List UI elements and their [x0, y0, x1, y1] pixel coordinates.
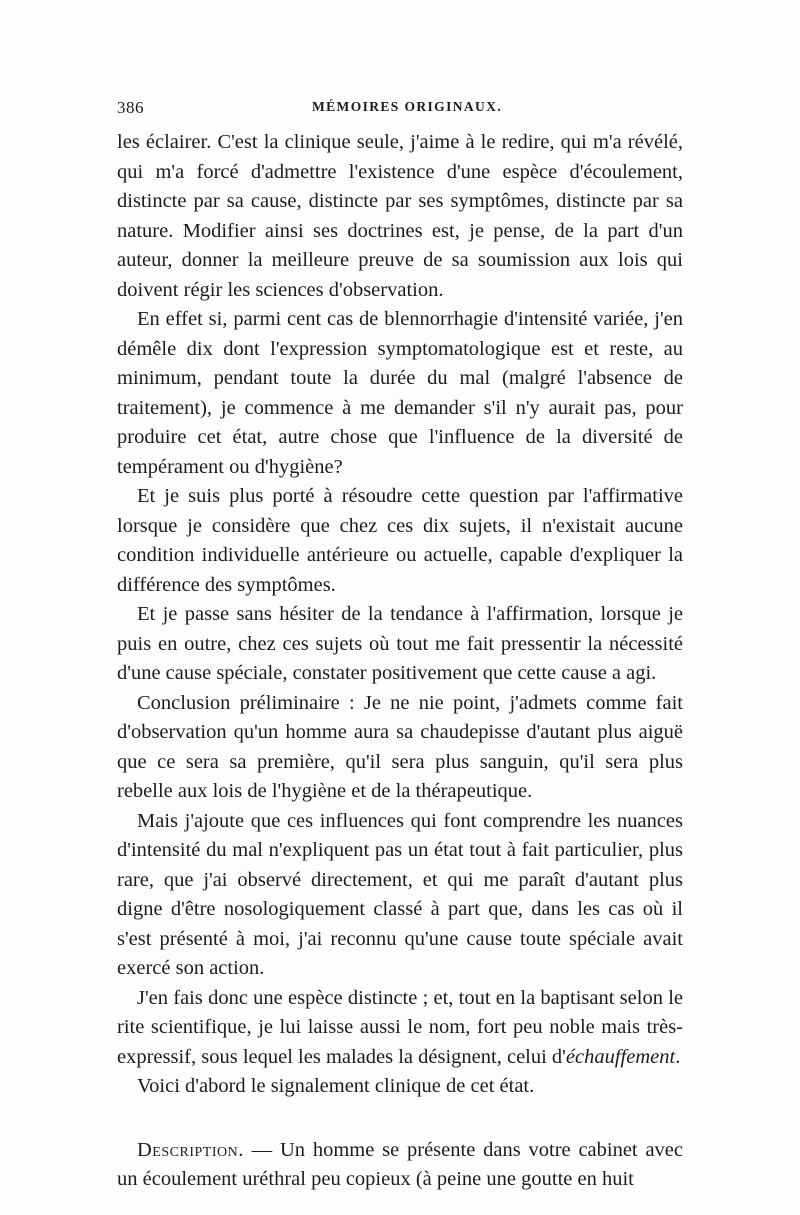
term-end: . [675, 1045, 681, 1068]
description-text: — Un homme se présente dans votre cabinet avec un écoulement uréthral peu copieux (à peine une goutte en huit [117, 1138, 683, 1190]
paragraph-2: En effet si, parmi cent cas de blennorrhagie d'intensité variée, j'en démêle dix dont l'expression symptomatologique est et reste, au minimum, pendant toute la durée du mal (malgré l'absence de traitement), je commence à me demander s'il n'y aurait pas, pour produire cet état, autre chose que l'influence de la diversité de tempérament ou d'hygiène? [117, 308, 683, 478]
paragraph-5: Conclusion préliminaire : Je ne nie point, j'admets comme fait d'observation qu'un homme aura sa chaudepisse d'autant plus aiguë que ce sera sa première, qu'il sera plus sanguin, qu'il sera plus rebelle aux lois de l'hygiène et de la thérapeutique. [117, 691, 683, 802]
running-head [117, 98, 682, 124]
italic-term: échauffement [565, 1045, 676, 1068]
page-number: 386 [117, 98, 144, 117]
paragraph-8: Voici d'abord le signalement clinique de cet état. [137, 1075, 535, 1097]
body-text [117, 128, 683, 1195]
paragraph-7-text: J'en fais donc une espèce distincte ; et, tout en la baptisant selon le rite scientifique, je lui laisse aussi le nom, fort peu noble mais très-expressif, sous lequel les malades la désignent, celui d' [117, 986, 683, 1068]
paragraph-7 [117, 984, 683, 1073]
paragraph-3: Et je suis plus porté à résoudre cette question par l'affirmative lorsque je considère que chez ces dix sujets, il n'existait aucune condition individuelle antérieure ou actuelle, capable d'expliquer la différence des symptômes. [117, 485, 683, 596]
running-title: MÉMOIRES ORIGINAUX. [312, 99, 503, 114]
description-label: Description. [137, 1138, 244, 1161]
paragraph-4: Et je passe sans hésiter de la tendance à l'affirmation, lorsque je puis en outre, chez ces sujets où tout me fait pressentir la nécessité d'une cause spéciale, constater positivement que cette cause a agi. [117, 603, 683, 684]
paragraph-6: Mais j'ajoute que ces influences qui font comprendre les nuances d'intensité du mal n'expliquent pas un état tout à fait particulier, plus rare, que j'ai observé directement, et qui me paraît d'autant plus digne d'être nosologiquement classé à part que, dans les cas où il s'est présenté à moi, j'ai reconnu qu'une cause toute spéciale avait exercé son action. [117, 809, 683, 979]
paragraph-1: les éclairer. C'est la clinique seule, j'aime à le redire, qui m'a révélé, qui m'a forcé d'admettre l'existence d'une espèce d'écoulement, distincte par sa cause, distincte par ses symptômes, distincte par sa nature. Modifier ainsi ses doctrines est, je pense, de la part d'un auteur, donner la meilleure preuve de sa soumission aux lois qui doivent régir les sciences d'observation. [117, 131, 683, 301]
description-paragraph [117, 1136, 683, 1195]
section-gap [117, 1102, 683, 1136]
